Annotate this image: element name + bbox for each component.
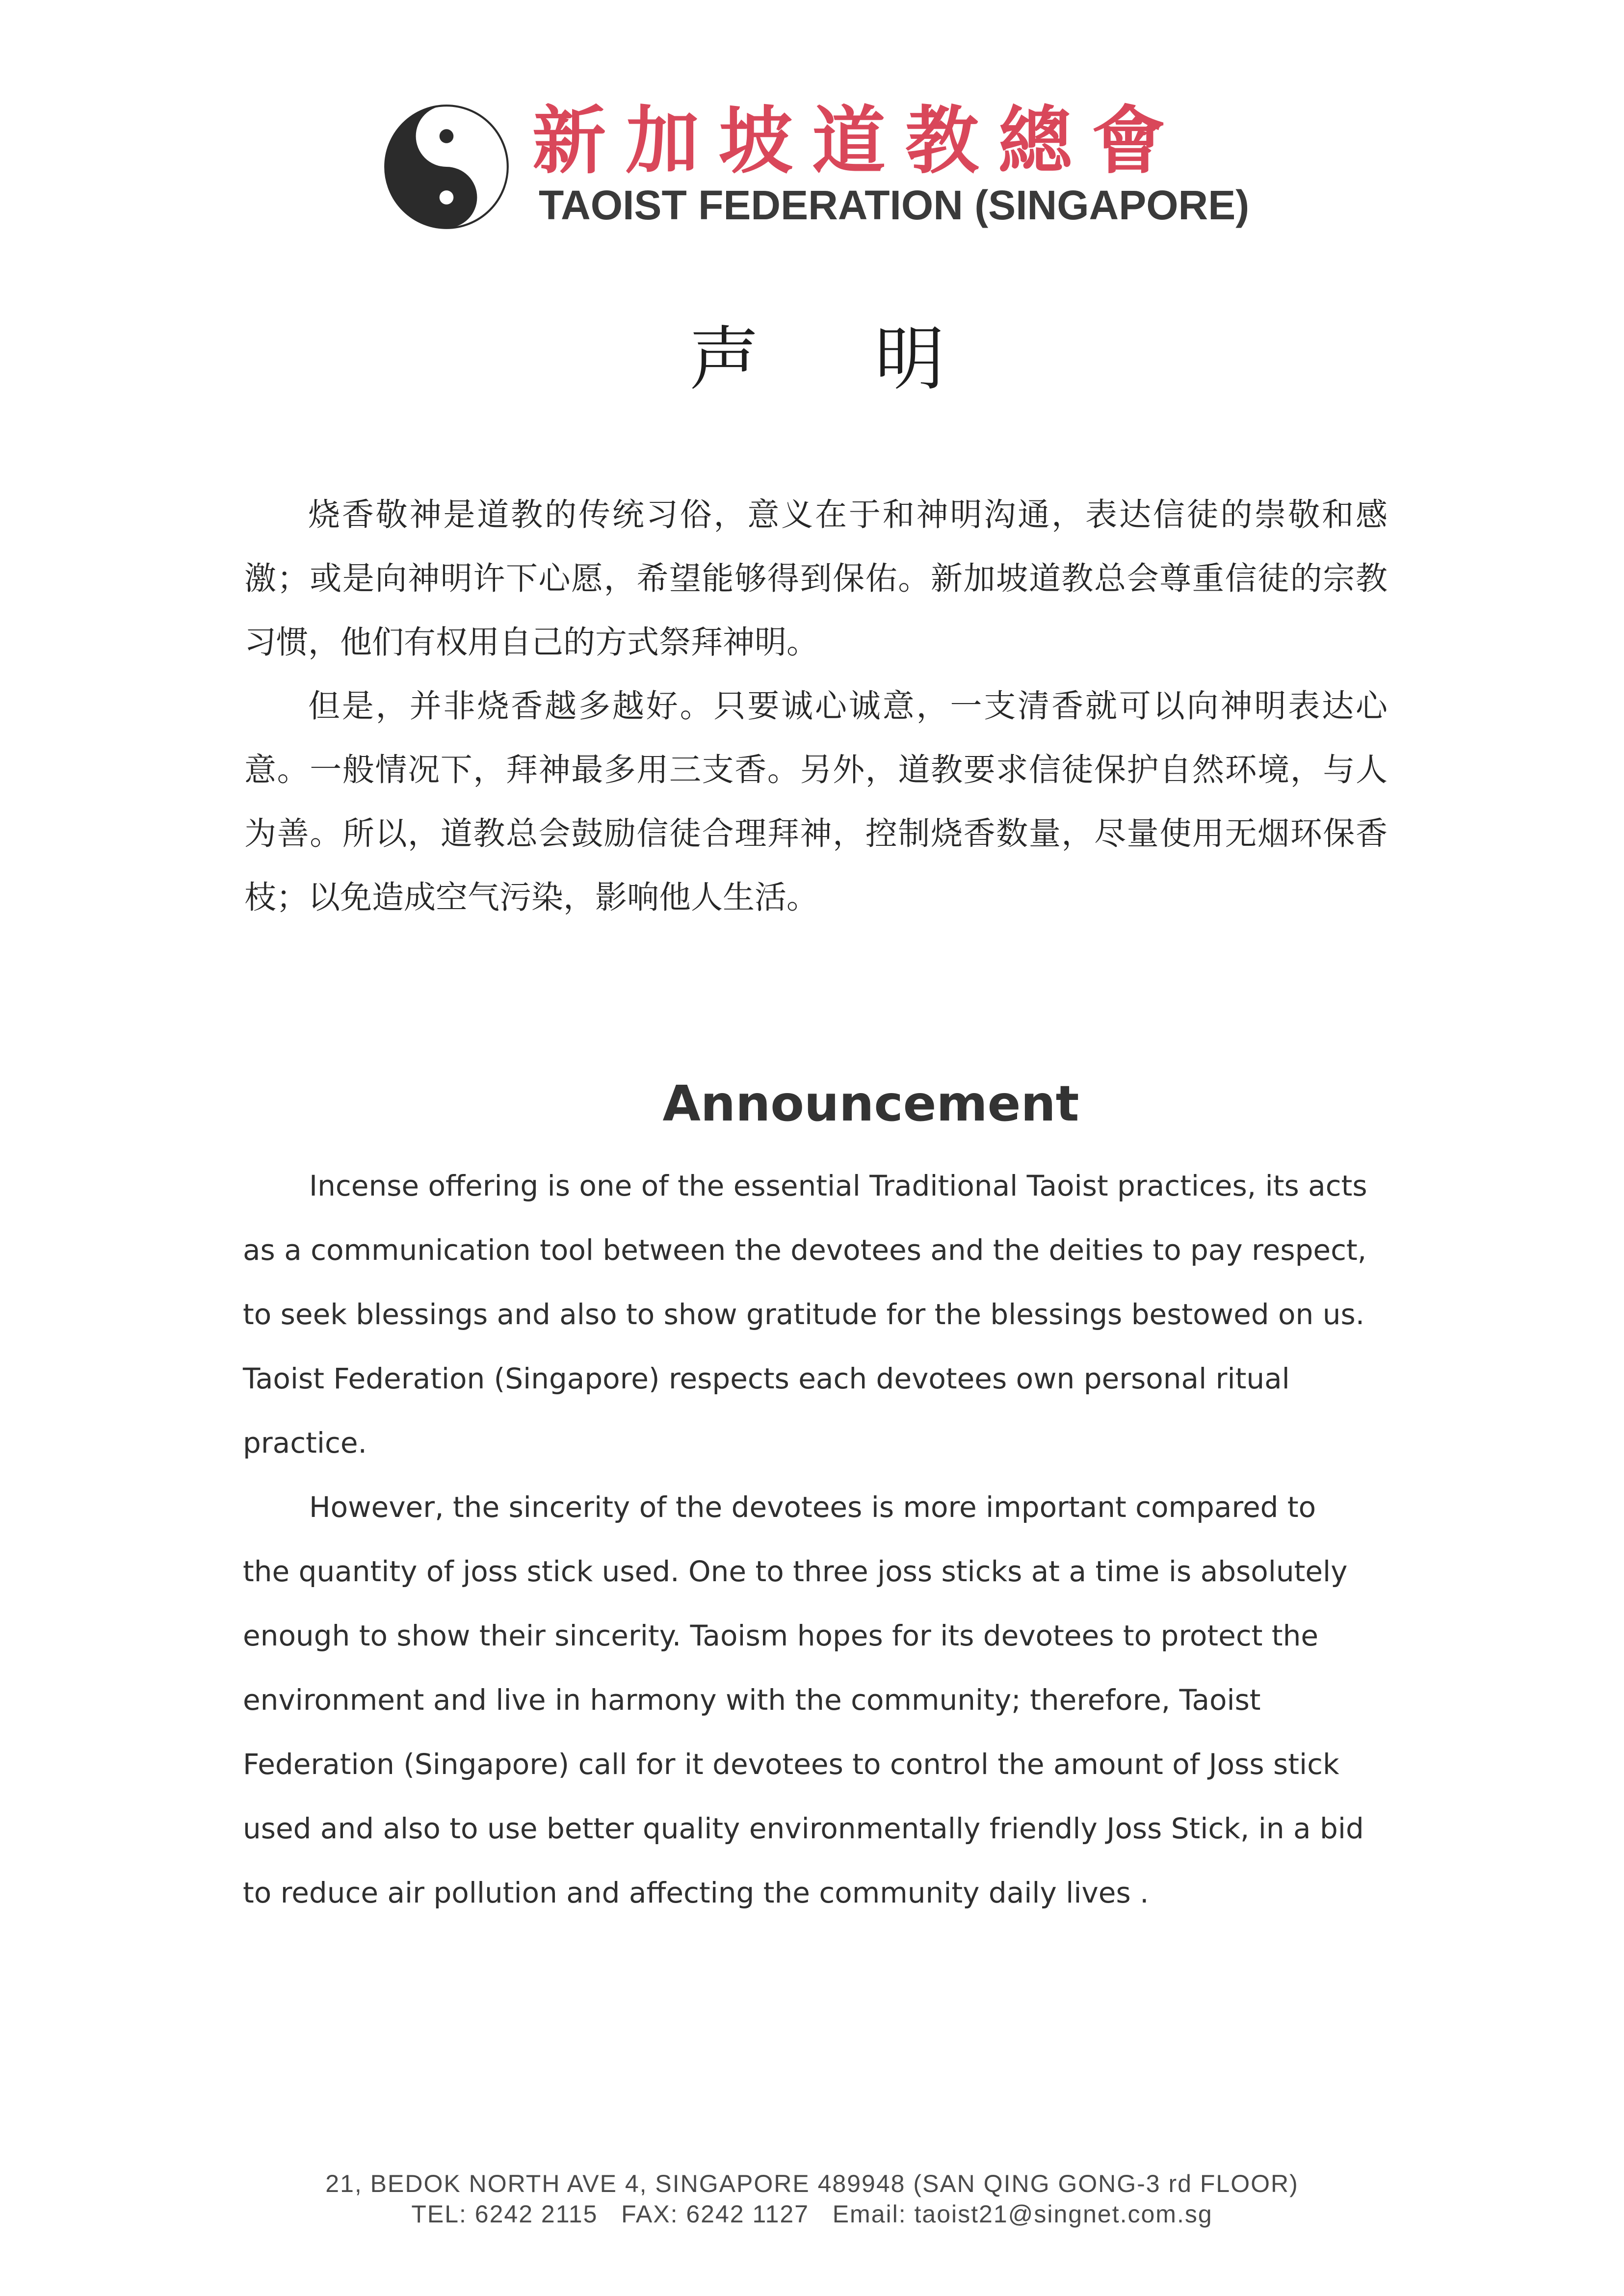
chinese-statement [244,483,1388,930]
english-paragraph: However, the sincerity of the devotees is more important compared to the quantity of joss stick used. One to three joss sticks at a time is absolutely enough to show their sincerity. Taoism hopes for its devotees to protect the environment and live in harmony with the community; therefore, Taoist Federation (Singapore) call for it devotees to control the amount of Joss stick used and also to use better quality environmentally friendly Joss Stick, in a bid to reduce air pollution and affecting the community daily lives . [243,1490,1364,1909]
organization-name-english: TAOIST FEDERATION (SINGAPORE) [539,182,1250,228]
footer [0,2168,1624,2229]
chinese-title-char: 明 [875,319,944,400]
chinese-paragraph: 烧香敬神是道教的传统习俗，意义在于和神明沟通，表达信徒的崇敬和感激；或是向神明许下心愿，希望能够得到保佑。新加坡道教总会尊重信徒的宗教习惯，他们有权用自己的方式祭拜神明。 [244,496,1388,661]
organization-name-chinese: 新加坡道教總會 [532,98,1185,184]
english-title-text: Announcement [662,1075,1079,1132]
yin-yang-icon [383,103,510,231]
footer-contact: TEL: 6242 2115 FAX: 6242 1127 Email: taoist21@singnet.com.sg [411,2200,1213,2228]
english-statement [243,1154,1371,1925]
chinese-paragraph: 但是，并非烧香越多越好。只要诚心诚意，一支清香就可以向神明表达心意。一般情况下，拜神最多用三支香。另外，道教要求信徒保护自然环境，与人为善。所以，道教总会鼓励信徒合理拜神，控制烧香数量，尽量使用无烟环保香枝；以免造成空气污染，影响他人生活。 [244,688,1388,916]
english-title [0,1067,1624,1141]
chinese-title-char: 声 [689,319,759,400]
chinese-title [689,313,944,406]
english-paragraph: Incense offering is one of the essential Traditional Taoist practices, its acts as a communication tool between the devotees and the deities to pay respect, to seek blessings and also to show gratitude for the blessings bestowed on us. Taoist Federation (Singapore) respects each devotees own personal ritual practice. [243,1169,1367,1460]
footer-address: 21, BEDOK NORTH AVE 4, SINGAPORE 489948 (SAN QING GONG-3 rd FLOOR) [325,2170,1299,2197]
letterhead [383,96,1250,238]
